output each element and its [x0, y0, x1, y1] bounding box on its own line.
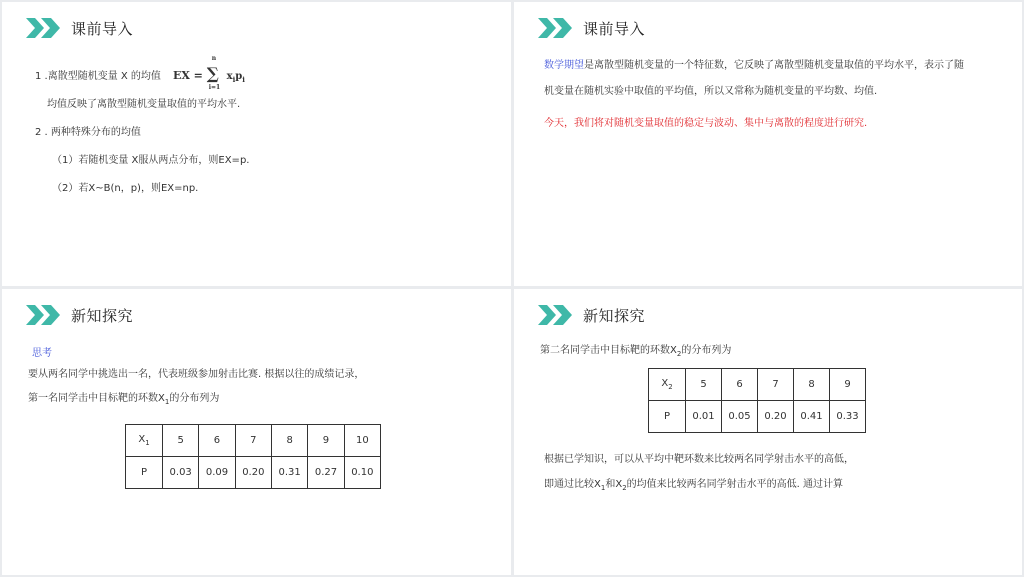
double-chevron-icon — [26, 304, 62, 326]
table-cell: 10 — [344, 425, 380, 457]
sum-lower: i=1 — [208, 84, 221, 91]
slide-title: 课前导入 — [71, 19, 134, 38]
table-row-x — [126, 425, 381, 457]
distribution-table-1 — [125, 424, 381, 489]
table-cell: 7 — [235, 425, 271, 457]
slide-header — [26, 16, 133, 40]
paragraph-line-1 — [544, 56, 964, 71]
explanation-line-1: 根据已学知识，可以从平均中靶环数来比较两名同学射击水平的高低， — [544, 454, 854, 465]
slide-title: 新知探究 — [583, 306, 646, 325]
table-cell: 7 — [758, 369, 794, 401]
red-statement: 今天，我们将对随机变量取值的稳定与波动、集中与离散的程度进行研究. — [544, 118, 868, 129]
table-cell: 0.03 — [163, 457, 199, 489]
table-cell: 8 — [271, 425, 307, 457]
table-cell: 0.27 — [308, 457, 344, 489]
formula — [172, 55, 245, 91]
table-row-p — [649, 401, 866, 433]
explanation-line-2: 即通过比较$X_1$和$X_2$的均值来比较两名同学射击水平的高低. 通过计算 — [544, 479, 844, 492]
table-cell: 8 — [794, 369, 830, 401]
table-cell: 0.31 — [271, 457, 307, 489]
table-cell: 6 — [722, 369, 758, 401]
slide-header — [26, 303, 133, 327]
table-row-x — [649, 369, 866, 401]
slide-1[interactable] — [2, 2, 511, 286]
table-cell: 6 — [199, 425, 235, 457]
table-cell: 0.09 — [199, 457, 235, 489]
sigma-symbol: ∑ n i=1 — [206, 55, 221, 91]
double-chevron-icon — [538, 17, 574, 39]
table-cell: 0.20 — [235, 457, 271, 489]
item-2-2: （2）若X~B(n，p)，则EX=np. — [52, 183, 199, 194]
slide-3[interactable] — [2, 289, 511, 575]
paragraph-line-2: 机变量在随机实验中取值的平均值，所以又常称为随机变量的平均数、均值. — [544, 86, 878, 97]
table-header-x: $X_1$ — [126, 425, 163, 457]
question-line-1: 第二名同学击中目标靶的环数$X_2$的分布列为 — [540, 345, 732, 358]
table-cell: 0.05 — [722, 401, 758, 433]
table-cell: 0.41 — [794, 401, 830, 433]
distribution-table-2 — [648, 368, 866, 433]
item-1-line — [35, 55, 245, 91]
item-2: 2 . 两种特殊分布的均值 — [35, 127, 141, 138]
table-cell: 0.20 — [758, 401, 794, 433]
item-2-1: （1）若随机变量 X服从两点分布，则EX=p. — [52, 155, 250, 166]
question-line-2: 第一名同学击中目标靶的环数$X_1$的分布列为 — [28, 393, 220, 406]
table-cell: 0.01 — [686, 401, 722, 433]
slide-4[interactable] — [514, 289, 1022, 575]
double-chevron-icon — [538, 304, 574, 326]
double-chevron-icon — [26, 17, 62, 39]
slide-2[interactable] — [514, 2, 1022, 286]
slide-header — [538, 16, 645, 40]
table-row-p — [126, 457, 381, 489]
think-label: 思考 — [32, 348, 52, 359]
item-1-text: 1 .离散型随机变量 X 的均值 — [35, 70, 161, 82]
table-cell: 0.10 — [344, 457, 380, 489]
table-header-x: $X_2$ — [649, 369, 686, 401]
item-1-line-2: 均值反映了离散型随机变量取值的平均水平. — [47, 99, 241, 110]
table-header-p: P — [126, 457, 163, 489]
slide-title: 新知探究 — [71, 306, 134, 325]
highlight-term: 数学期望 — [544, 60, 584, 71]
question-line-1: 要从两名同学中挑选出一名，代表班级参加射击比赛. 根据以往的成绩记录， — [28, 369, 365, 380]
formula-x: $x_ip_i$ — [226, 71, 245, 84]
table-header-p: P — [649, 401, 686, 433]
table-cell: 5 — [163, 425, 199, 457]
table-cell: 5 — [686, 369, 722, 401]
paragraph-line-1-rest: 是离散型随机变量的一个特征数，它反映了离散型随机变量取值的平均水平，表示了随 — [584, 60, 964, 71]
slide-header — [538, 303, 645, 327]
sum-upper: n — [211, 55, 217, 62]
slide-title: 课前导入 — [583, 19, 646, 38]
table-cell: 9 — [308, 425, 344, 457]
formula-lhs: EX = — [172, 69, 203, 82]
table-cell: 0.33 — [830, 401, 866, 433]
table-cell: 9 — [830, 369, 866, 401]
